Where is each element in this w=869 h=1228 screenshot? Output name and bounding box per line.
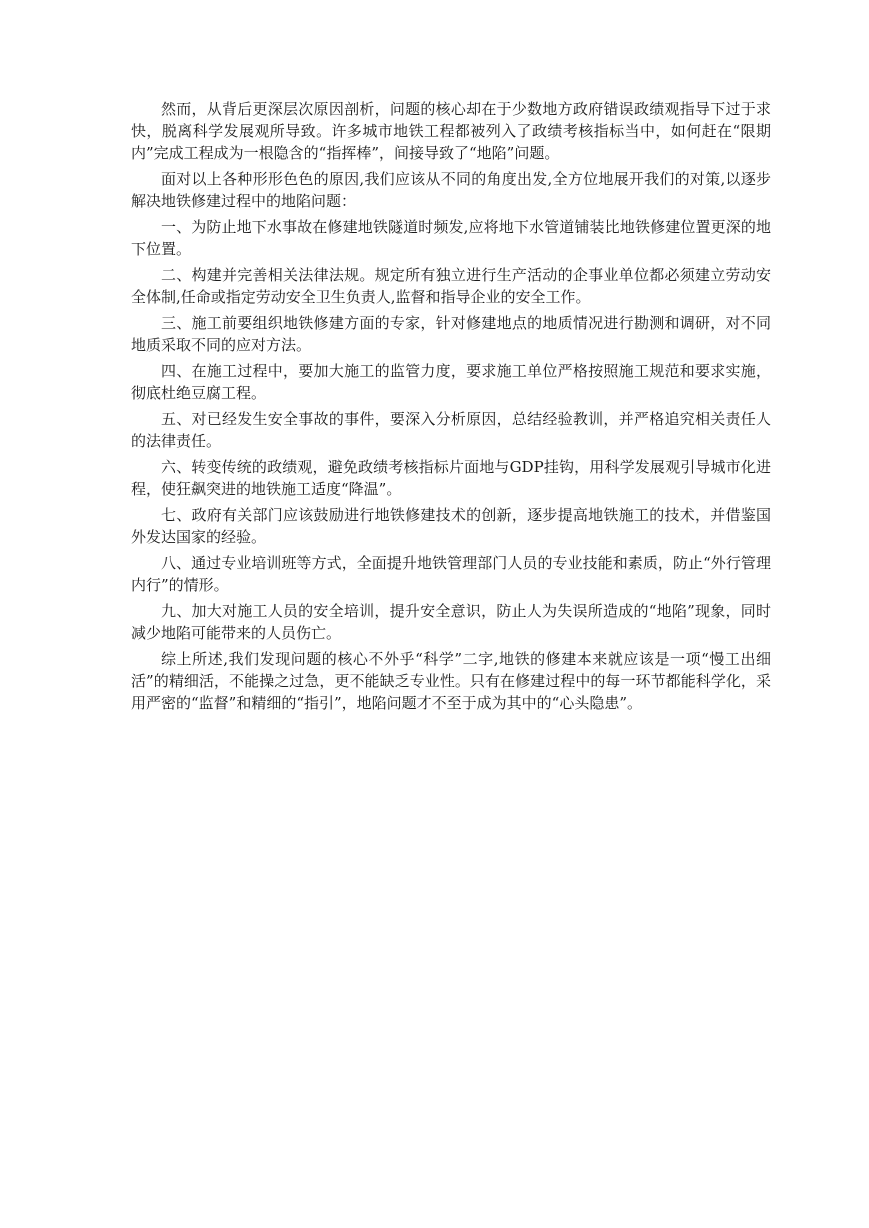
paragraph-measure-9: 九、加大对施工人员的安全培训，提升安全意识，防止人为失误所造成的“地陷”现象，同时减少地陷可能带来的人员伤亡。 xyxy=(131,602,771,642)
paragraph-measure-1: 一、为防止地下水事故在修建地铁隧道时频发,应将地下水管道铺装比地铁修建位置更深的地下位置。 xyxy=(131,218,771,258)
paragraph-measure-6: 六、转变传统的政绩观，避免政绩考核指标片面地与GDP挂钩，用科学发展观引导城市化进程，使狂飙突进的地铁施工适度“降温”。 xyxy=(131,458,771,498)
paragraph-measure-5: 五、对已经发生安全事故的事件，要深入分析原因，总结经验教训，并严格追究相关责任人的法律责任。 xyxy=(131,410,771,450)
paragraph-measure-8: 八、通过专业培训班等方式，全面提升地铁管理部门人员的专业技能和素质，防止“外行管理内行”的情形。 xyxy=(131,554,771,594)
paragraph-measure-2: 二、构建并完善相关法律法规。规定所有独立进行生产活动的企事业单位都必须建立劳动安全体制,任命或指定劳动安全卫生负责人,监督和指导企业的安全工作。 xyxy=(131,266,771,306)
paragraph-analysis: 然而，从背后更深层次原因剖析，问题的核心却在于少数地方政府错误政绩观指导下过于求快，脱离科学发展观所导致。许多城市地铁工程都被列入了政绩考核指标当中，如何赶在“限期内”完成工程成为一根隐含的“指挥棒”，间接导致了“地陷”问题。 xyxy=(131,100,771,162)
paragraph-measure-4: 四、在施工过程中，要加大施工的监管力度，要求施工单位严格按照施工规范和要求实施，彻底杜绝豆腐工程。 xyxy=(131,362,771,402)
paragraph-measure-7: 七、政府有关部门应该鼓励进行地铁修建技术的创新，逐步提高地铁施工的技术，并借鉴国外发达国家的经验。 xyxy=(131,506,771,546)
document-body xyxy=(131,98,771,718)
paragraph-intro-measures: 面对以上各种形形色色的原因,我们应该从不同的角度出发,全方位地展开我们的对策,以逐步解决地铁修建过程中的地陷问题： xyxy=(131,170,771,210)
paragraph-conclusion: 综上所述,我们发现问题的核心不外乎“科学”二字,地铁的修建本来就应该是一项“慢工出细活”的精细活，不能操之过急，更不能缺乏专业性。只有在修建过程中的每一环节都能科学化，采用严密的“监督”和精细的“指引”，地陷问题才不至于成为其中的“心头隐患”。 xyxy=(131,650,771,712)
paragraph-measure-3: 三、施工前要组织地铁修建方面的专家，针对修建地点的地质情况进行勘测和调研，对不同地质采取不同的应对方法。 xyxy=(131,314,771,354)
